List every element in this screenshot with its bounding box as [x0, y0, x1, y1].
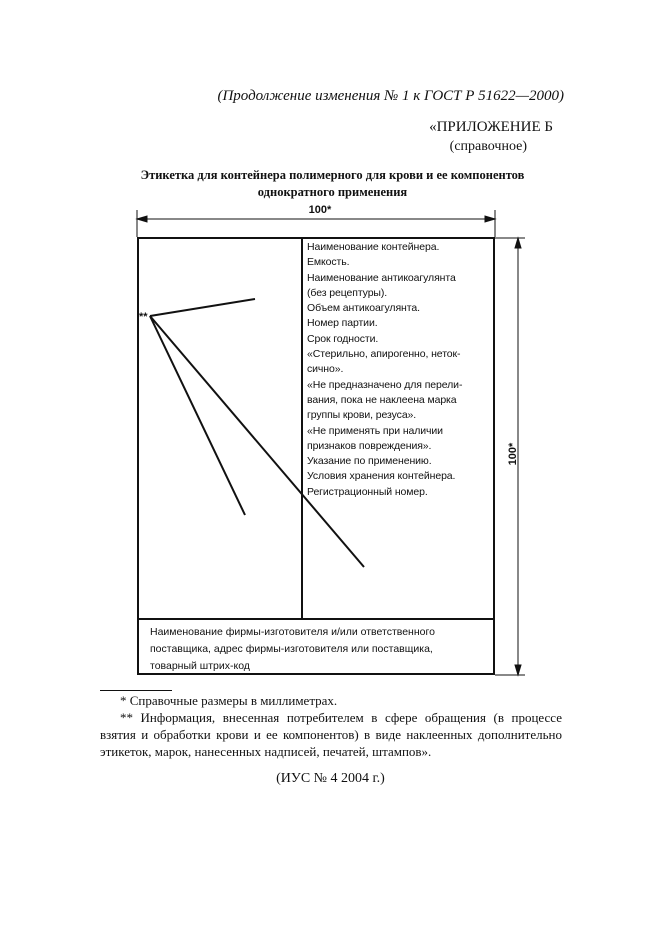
info-line: сично». — [307, 363, 344, 376]
manufacturer-line: Наименование фирмы-изготовителя и/или ответственного — [150, 626, 435, 638]
ius-reference: (ИУС № 4 2004 г.) — [276, 771, 385, 786]
label-info-list — [307, 240, 497, 500]
consumer-info-mark: ** — [139, 311, 148, 323]
info-line: Указание по применению. — [307, 455, 432, 468]
height-arrow-bottom — [515, 665, 521, 675]
width-dimension-label: 100* — [308, 204, 332, 216]
appendix-type: (справочное) — [449, 139, 527, 154]
info-line: «Не применять при наличии — [307, 424, 443, 437]
info-line: «Стерильно, апирогенно, неток- — [307, 348, 461, 361]
info-line: (без рецептуры). — [307, 286, 388, 299]
info-line: Регистрационный номер. — [307, 485, 428, 498]
footnote-dimensions: * Справочные размеры в миллиметрах. — [120, 693, 338, 708]
height-arrow-top — [515, 238, 521, 248]
width-arrow-left — [137, 216, 147, 222]
manufacturer-line: товарный штрих-код — [150, 660, 250, 672]
info-line: группы крови, резуса». — [307, 409, 417, 422]
footnotes — [100, 692, 562, 760]
width-arrow-right — [485, 216, 495, 222]
info-line: Объем антикоагулянта. — [307, 302, 420, 315]
continuation-note: (Продолжение изменения № 1 к ГОСТ Р 51622—2000) — [217, 88, 564, 104]
manufacturer-info — [150, 624, 495, 675]
appendix-title: «ПРИЛОЖЕНИЕ Б — [429, 119, 553, 135]
footnote-consumer-info: ** Информация, внесенная потребителем в сфере обращения (в процессе взятия и обработки крови и ее компонентов) в виде наклеенных дополнительно этикеток, марок, нанесенных надписей, печатей, штампов». — [100, 710, 562, 759]
height-dimension-label: 100* — [507, 442, 519, 466]
info-line: Емкость. — [307, 256, 350, 269]
info-line: признаков повреждения». — [307, 439, 432, 452]
label-title-line-1: Этикетка для контейнера полимерного для крови и ее компонентов — [140, 168, 525, 182]
info-line: Наименование контейнера. — [307, 241, 440, 253]
info-line: Номер партии. — [307, 317, 378, 330]
info-line: Условия хранения контейнера. — [307, 470, 456, 483]
info-line: «Не предназначено для перели- — [307, 378, 463, 391]
info-line: вания, пока не наклеена марка — [307, 393, 457, 406]
label-title-line-2: однократного применения — [257, 185, 408, 199]
footnote-separator — [100, 690, 172, 691]
info-line: Срок годности. — [307, 332, 379, 345]
info-line: Наименование антикоагулянта — [307, 271, 456, 284]
manufacturer-line: поставщика, адрес фирмы-изготовителя или поставщика, — [150, 643, 433, 655]
